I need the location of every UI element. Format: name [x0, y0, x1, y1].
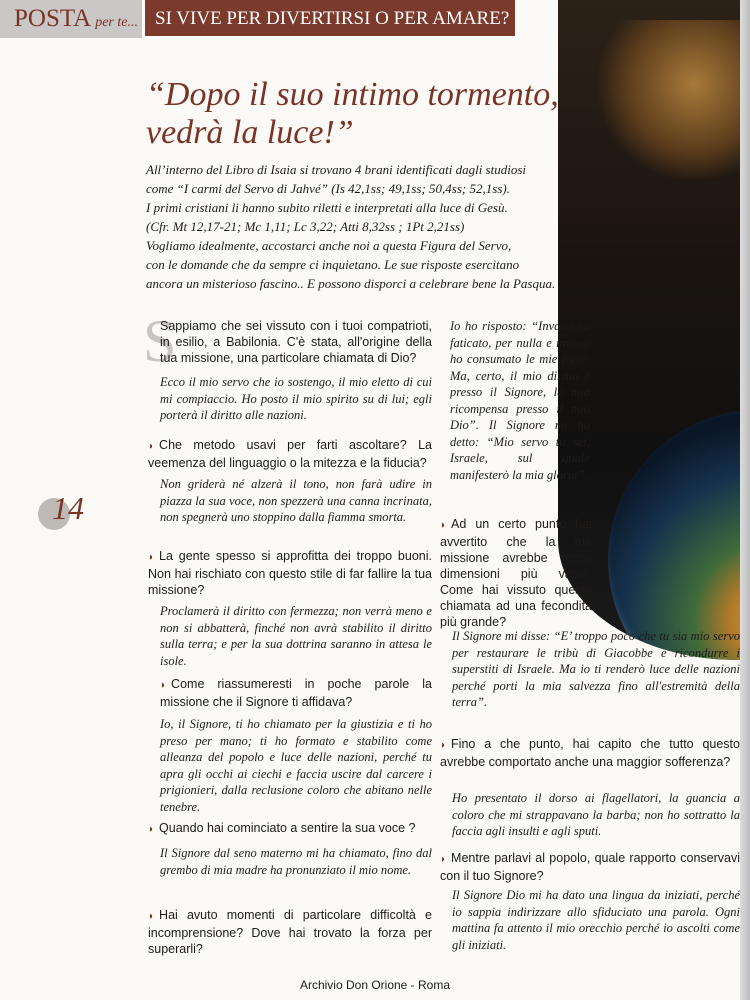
answer: Ecco il mio servo che io sostengo, il mio eletto di cui mi compiaccio. Ho posto il mio spirito su di lui; egli porterà il diritto alle nazioni.	[160, 375, 432, 422]
page-heading: SI VIVE PER DIVERTIRSI O PER AMARE?	[145, 0, 515, 36]
answer: Non griderà né alzerà il tono, non farà udire in piazza la sua voce, non spezzerà una canna incrinata, non spegnerà uno stoppino dalla fiamma smorta.	[160, 477, 432, 524]
question: ◗ Hai avuto momenti di particolare difficoltà e incomprensione? Dove hai trovato la forza per superarli?	[148, 908, 432, 956]
section-label: POSTA per te...	[14, 5, 138, 32]
page-edge	[740, 0, 750, 1000]
question: Sappiamo che sei vissuto con i tuoi compatrioti, in esilio, a Babilonia. C'è stata, all'origine della tua missione, una particolare chiamata di Dio?	[160, 319, 432, 365]
question: ◗ Quando hai cominciato a sentire la sua voce ?	[148, 821, 416, 835]
question: ◗ Ad un certo punto hai avvertito che la tua missione avrebbe preso dimensioni più vaste. Come hai vissuto questa chiamata ad una fecondità più grande?	[440, 517, 592, 629]
answer: Ho presentato il dorso ai flagellatori, la guancia a coloro che mi strappavano la barba; non ho sottratto la faccia agli insulti e agli sputi.	[452, 791, 740, 838]
page-number: 14	[38, 490, 82, 534]
drop-cap: S	[143, 308, 177, 374]
section-header	[0, 0, 142, 38]
question: ◗ La gente spesso si approfitta dei troppo buoni. Non hai rischiato con questo stile di far fallire la tua missione?	[148, 549, 432, 597]
footer-credit: Archivio Don Orione - Roma	[299, 978, 451, 992]
crucifix-figure	[598, 20, 750, 180]
answer: Il Signore dal seno materno mi ha chiamato, fino dal grembo di mia madre ha pronunziato il mio nome.	[160, 846, 432, 877]
answer: Il Signore mi disse: “E’ troppo poco che tu sia mio servo per restaurare le tribù di Giacobbe e ricondurre i superstiti di Israele. Ma io ti renderò luce delle nazioni perché porti la mia salvezza fino all'estremità della terra”.	[452, 629, 740, 709]
article-title: “Dopo il suo intimo tormento, vedrà la luce!”	[146, 76, 559, 151]
question: ◗ Come riassumeresti in poche parole la missione che il Signore ti affidava?	[160, 677, 432, 709]
question: ◗ Fino a che punto, hai capito che tutto questo avrebbe comportato anche una maggior sofferenza?	[440, 737, 740, 769]
question: ◗ Che metodo usavi per farti ascoltare? La veemenza del linguaggio o la mitezza e la fiducia?	[148, 438, 432, 470]
globe-image	[608, 410, 750, 660]
article-intro: All’interno del Libro di Isaia si trovano 4 brani identificati dagli studiosi come “I carmi del Servo di Jahvé” (Is 42,1ss; 49,1ss; 50,4ss; 52,1ss). I primi cristiani li hanno subito riletti e interpretati alla luce di Gesù. (Cfr. Mt 12,17-21; Mc 1,11; Lc 3,22; Atti 8,32ss ; 1Pt 2,21ss) Vogliamo idealmente, accostarci anche noi a questa Figura del Servo, con le domande che da sempre ci inquietano. Le sue risposte esercitano ancora un misterioso fascino.. E possono disporci a celebrare bene la Pasqua.	[146, 162, 556, 291]
answer: Proclamerà il diritto con fermezza; non verrà meno e non si abbatterà, finché non avrà stabilito il diritto sulla terra; e per la sua dottrina saranno in attesa le isole.	[160, 604, 432, 668]
answer: Il Signore Dio mi ha dato una lingua da iniziati, perché io sappia indirizzare allo sfiduciato una parola. Ogni mattina fa attento il mio orecchio perché io ascolti come gli iniziati.	[452, 888, 740, 952]
answer: Io, il Signore, ti ho chiamato per la giustizia e ti ho preso per mano; ti ho formato e stabilito come alleanza del popolo e luce delle nazioni, perché tu apra gli occhi ai ciechi e faccia uscire dal carcere i prigionieri, dalla reclusione coloro che abitano nelle tenebre.	[160, 717, 432, 814]
question: ◗ Mentre parlavi al popolo, quale rapporto conservavi con il tuo Signore?	[440, 851, 740, 883]
answer: Io ho risposto: “Invano ho faticato, per nulla e invano ho consumato le mie forze. Ma, certo, il mio diritto è presso il Signore, la mia ricompensa presso il mio Dio”. Il Signore mi ha detto: “Mio servo tu sei, Israele, sul quale manifesterò la mia gloria”.	[450, 319, 590, 482]
